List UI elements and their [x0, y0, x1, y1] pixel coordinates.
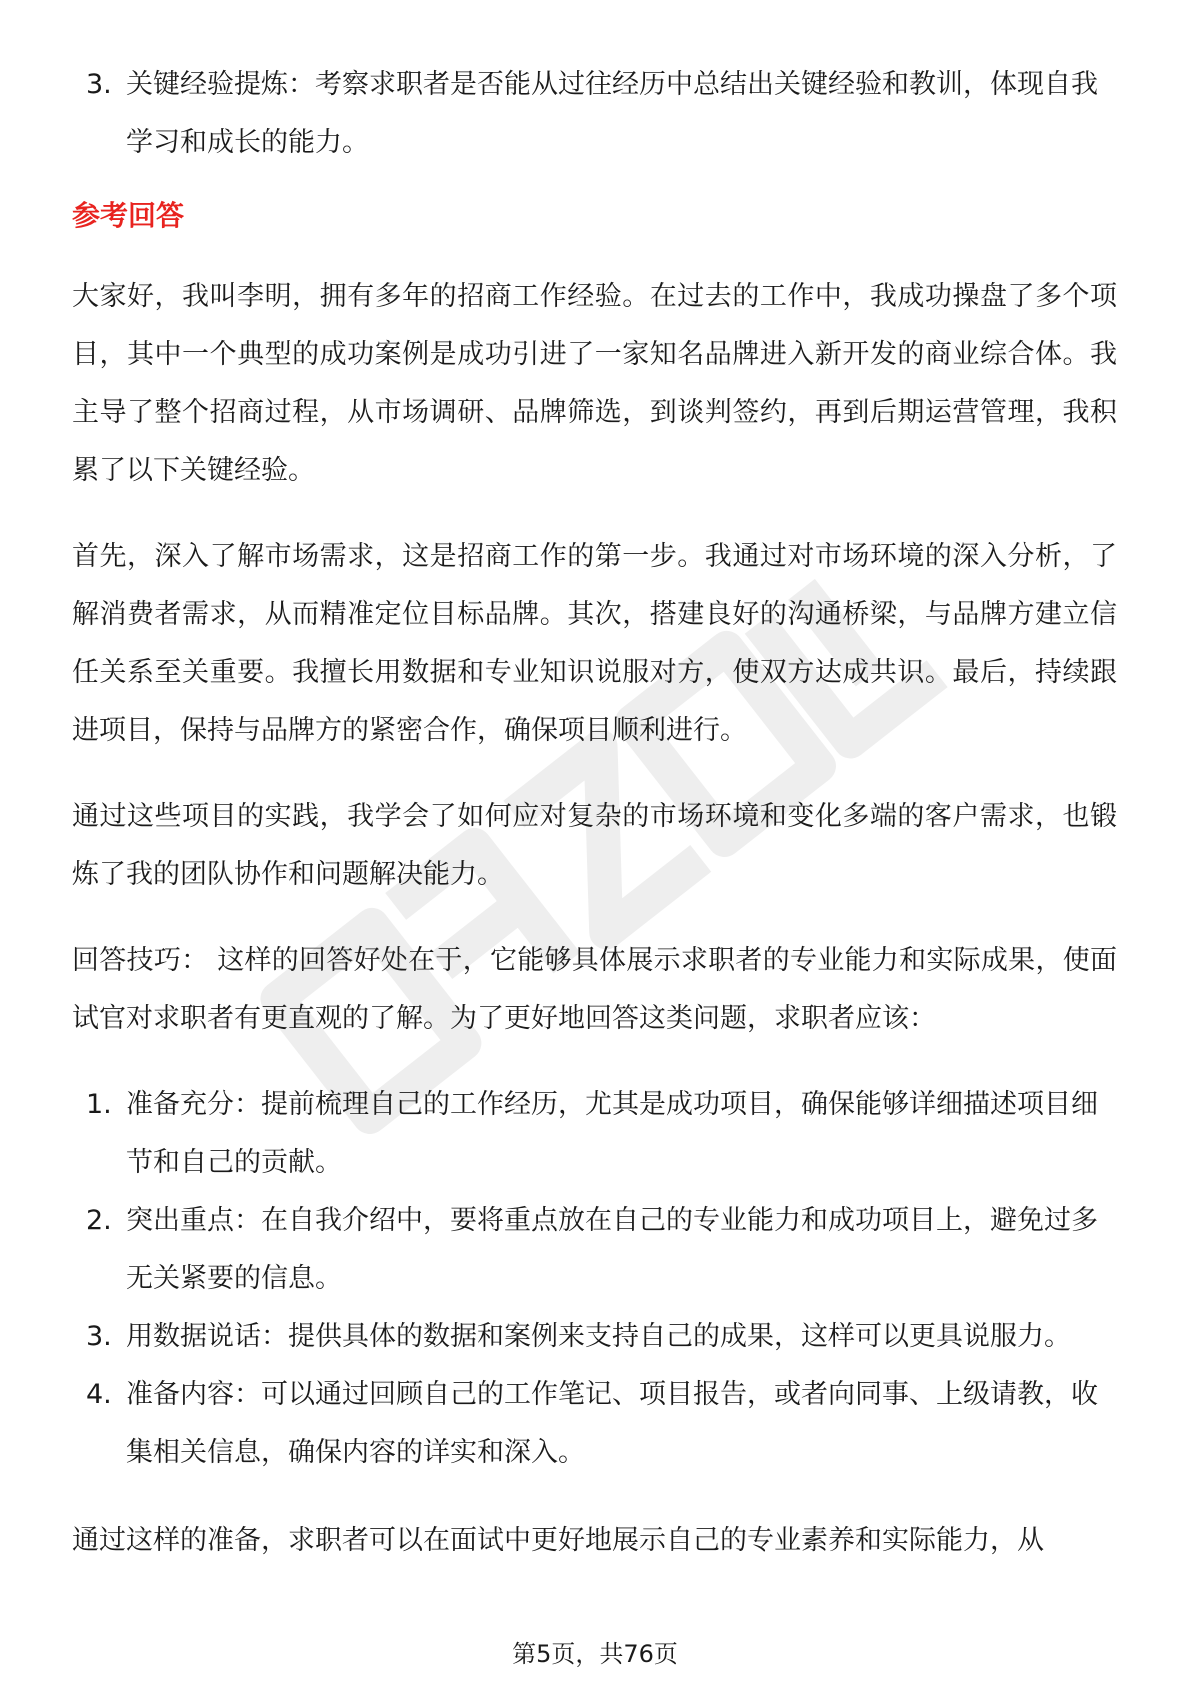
list-number: 3. [86, 69, 112, 100]
list-item [72, 1308, 1117, 1366]
list-text: 关键经验提炼：考察求职者是否能从过往经历中总结出关键经验和教训，体现自我学习和成长的能力。 [126, 69, 1098, 158]
paragraph: 通过这些项目的实践，我学会了如何应对复杂的市场环境和变化多端的客户需求，也锻炼了我的团队协作和问题解决能力。 [72, 801, 1117, 890]
list-number: 4. [86, 1379, 112, 1410]
section-heading: 参考回答 [72, 199, 185, 232]
closing-paragraph: 通过这样的准备，求职者可以在面试中更好地展示自己的专业素养和实际能力，从 [72, 1525, 1044, 1556]
tips-list [72, 1076, 1117, 1482]
list-text: 准备内容：可以通过回顾自己的工作笔记、项目报告，或者向同事、上级请教，收集相关信息，确保内容的详实和深入。 [126, 1379, 1098, 1468]
paragraph: 首先，深入了解市场需求，这是招商工作的第一步。我通过对市场环境的深入分析，了解消费者需求，从而精准定位目标品牌。其次，搭建良好的沟通桥梁，与品牌方建立信任关系至关重要。我擅长用数据和专业知识说服对方，使双方达成共识。最后，持续跟进项目，保持与品牌方的紧密合作，确保项目顺利进行。 [72, 541, 1117, 746]
list-number: 3. [86, 1321, 112, 1352]
list-text: 突出重点：在自我介绍中，要将重点放在自己的专业能力和成功项目上，避免过多无关紧要的信息。 [126, 1205, 1098, 1294]
list-text: 用数据说话：提供具体的数据和案例来支持自己的成果，这样可以更具说服力。 [126, 1321, 1071, 1352]
list-item [72, 1366, 1117, 1482]
list-number: 2. [86, 1205, 112, 1236]
page-footer: 第5页，共76页 [512, 1640, 678, 1668]
criteria-list [72, 56, 1117, 172]
list-item [72, 1076, 1117, 1192]
paragraph: 回答技巧： 这样的回答好处在于，它能够具体展示求职者的专业能力和实际成果，使面试官对求职者有更直观的了解。为了更好地回答这类问题，求职者应该： [72, 945, 1117, 1034]
list-item [72, 56, 1117, 172]
list-text: 准备充分：提前梳理自己的工作经历，尤其是成功项目，确保能够详细描述项目细节和自己的贡献。 [126, 1089, 1098, 1178]
list-item [72, 1192, 1117, 1308]
paragraph: 大家好，我叫李明，拥有多年的招商工作经验。在过去的工作中，我成功操盘了多个项目，其中一个典型的成功案例是成功引进了一家知名品牌进入新开发的商业综合体。我主导了整个招商过程，从市场调研、品牌筛选，到谈判签约，再到后期运营管理，我积累了以下关键经验。 [72, 281, 1117, 486]
document-body [72, 56, 1117, 1598]
list-number: 1. [86, 1089, 112, 1120]
